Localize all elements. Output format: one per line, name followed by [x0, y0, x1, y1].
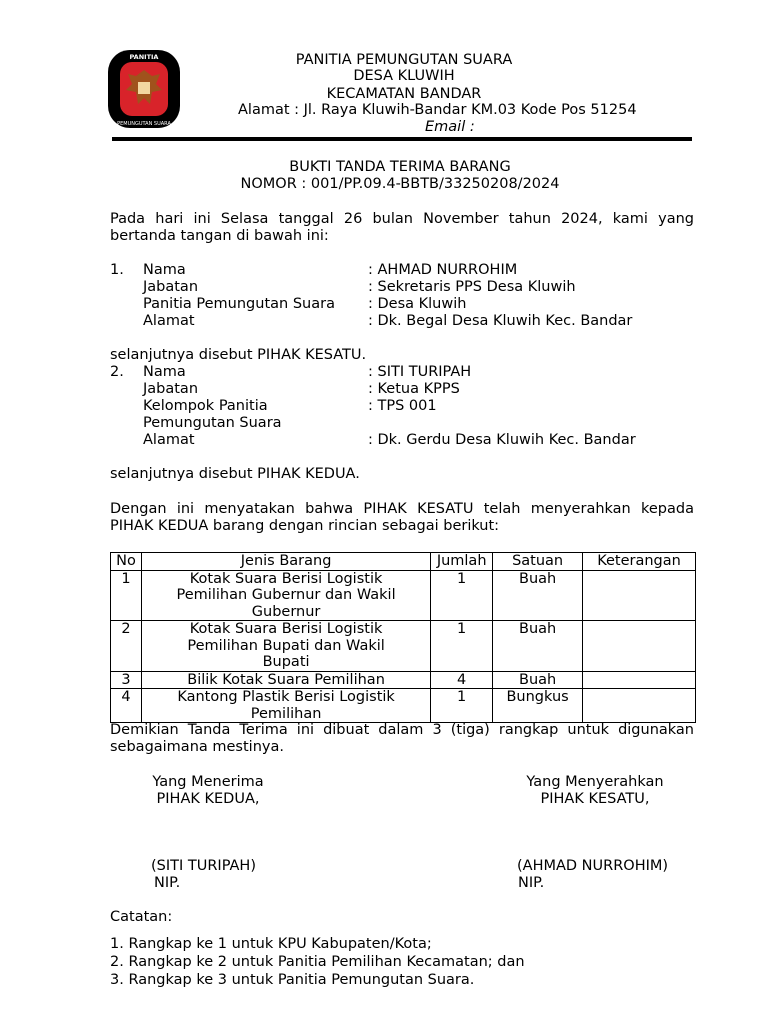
party2-value: : SITI TURIPAH — [368, 364, 472, 380]
party2-label: Kelompok Panitia — [143, 398, 268, 414]
signature-right-block — [500, 774, 690, 808]
cell-unit: Buah — [493, 621, 583, 672]
party1-value: : Dk. Begal Desa Kluwih Kec. Bandar — [368, 313, 633, 329]
party1-referred: selanjutnya disebut PIHAK KESATU. — [110, 347, 367, 363]
party1-value: : AHMAD NURROHIM — [368, 262, 518, 278]
notes-title: Catatan: — [110, 909, 173, 925]
items-table — [110, 552, 696, 723]
cell-qty: 1 — [431, 570, 493, 621]
party2-value: : TPS 001 — [368, 398, 437, 414]
cell-unit: Buah — [493, 671, 583, 689]
cell-note — [583, 671, 696, 689]
header-district: KECAMATAN BANDAR — [326, 86, 482, 102]
party2-label: Jabatan — [143, 381, 199, 397]
svg-text:PANITIA: PANITIA — [129, 53, 159, 61]
party2-referred: selanjutnya disebut PIHAK KEDUA. — [110, 466, 360, 482]
party2-label: Alamat — [143, 432, 195, 448]
header-address: Alamat : Jl. Raya Kluwih-Bandar KM.03 Kode Pos 51254 — [238, 102, 637, 118]
party2-label: Nama — [143, 364, 186, 380]
cell-no: 1 — [111, 570, 142, 621]
header-org: PANITIA PEMUNGUTAN SUARA — [295, 52, 513, 68]
signature-left-name: (SITI TURIPAH) — [151, 858, 256, 874]
cell-note — [583, 570, 696, 621]
table-row — [111, 689, 696, 723]
party1-label: Nama — [143, 262, 186, 278]
cell-note — [583, 621, 696, 672]
header-divider — [112, 137, 692, 141]
signature-left-party: PIHAK KEDUA, — [156, 791, 260, 807]
document-number: NOMOR : 001/PP.09.4-BBTB/33250208/2024 — [240, 176, 560, 192]
signature-left-nip: NIP. — [154, 875, 181, 891]
svg-text:PEMUNGUTAN SUARA: PEMUNGUTAN SUARA — [117, 121, 171, 127]
signature-right-role: Yang Menyerahkan — [526, 774, 664, 790]
cell-item: Bilik Kotak Suara Pemilihan — [141, 671, 430, 689]
table-header: No — [111, 553, 142, 571]
party1-label: Alamat — [143, 313, 195, 329]
table-header: Keterangan — [583, 553, 696, 571]
signature-left-block — [120, 774, 296, 808]
cell-item: Kantong Plastik Berisi Logistik Pemilihan — [141, 689, 430, 723]
notes-item: 1. Rangkap ke 1 untuk KPU Kabupaten/Kota; — [110, 936, 432, 952]
cell-note — [583, 689, 696, 723]
notes-item: 3. Rangkap ke 3 untuk Panitia Pemungutan Suara. — [110, 972, 475, 988]
cell-unit: Bungkus — [493, 689, 583, 723]
cell-item: Kotak Suara Berisi Logistik Pemilihan Bupati dan Wakil Bupati — [141, 621, 430, 672]
table-header: Jenis Barang — [141, 553, 430, 571]
party2-value: : Dk. Gerdu Desa Kluwih Kec. Bandar — [368, 432, 636, 448]
party1-value: : Sekretaris PPS Desa Kluwih — [368, 279, 576, 295]
cell-item: Kotak Suara Berisi Logistik Pemilihan Gubernur dan Wakil Gubernur — [141, 570, 430, 621]
table-row — [111, 671, 696, 689]
cell-qty: 1 — [431, 621, 493, 672]
header-village: DESA KLUWIH — [353, 68, 455, 84]
cell-qty: 1 — [431, 689, 493, 723]
signature-right-party: PIHAK KESATU, — [540, 791, 650, 807]
closing-paragraph: Demikian Tanda Terima ini dibuat dalam 3 (tiga) rangkap untuk digunakan sebagaimana mestinya. — [110, 722, 694, 755]
table-row — [111, 570, 696, 621]
cell-no: 4 — [111, 689, 142, 723]
table-header: Satuan — [493, 553, 583, 571]
table-header-row — [111, 553, 696, 571]
party2-value: : Ketua KPPS — [368, 381, 460, 397]
party1-value: : Desa Kluwih — [368, 296, 467, 312]
signature-right-nip: NIP. — [518, 875, 545, 891]
party2-number: 2. — [110, 364, 124, 380]
party2-label: Pemungutan Suara — [143, 415, 282, 431]
cell-no: 3 — [111, 671, 142, 689]
signature-right-name: (AHMAD NURROHIM) — [517, 858, 669, 874]
opening-paragraph: Pada hari ini Selasa tanggal 26 bulan November tahun 2024, kami yang bertanda tangan di bawah ini: — [110, 211, 694, 244]
cell-unit: Buah — [493, 570, 583, 621]
party1-label: Panitia Pemungutan Suara — [143, 296, 335, 312]
table-header: Jumlah — [431, 553, 493, 571]
signature-left-role: Yang Menerima — [152, 774, 264, 790]
statement-paragraph: Dengan ini menyatakan bahwa PIHAK KESATU telah menyerahkan kepada PIHAK KEDUA barang dengan rincian sebagai berikut: — [110, 501, 694, 534]
party1-number: 1. — [110, 262, 124, 278]
party1-label: Jabatan — [143, 279, 199, 295]
table-row — [111, 621, 696, 672]
document-title: BUKTI TANDA TERIMA BARANG — [289, 159, 511, 175]
notes-item: 2. Rangkap ke 2 untuk Panitia Pemilihan Kecamatan; dan — [110, 954, 525, 970]
cell-no: 2 — [111, 621, 142, 672]
header-email: Email : — [425, 119, 475, 135]
cell-qty: 4 — [431, 671, 493, 689]
